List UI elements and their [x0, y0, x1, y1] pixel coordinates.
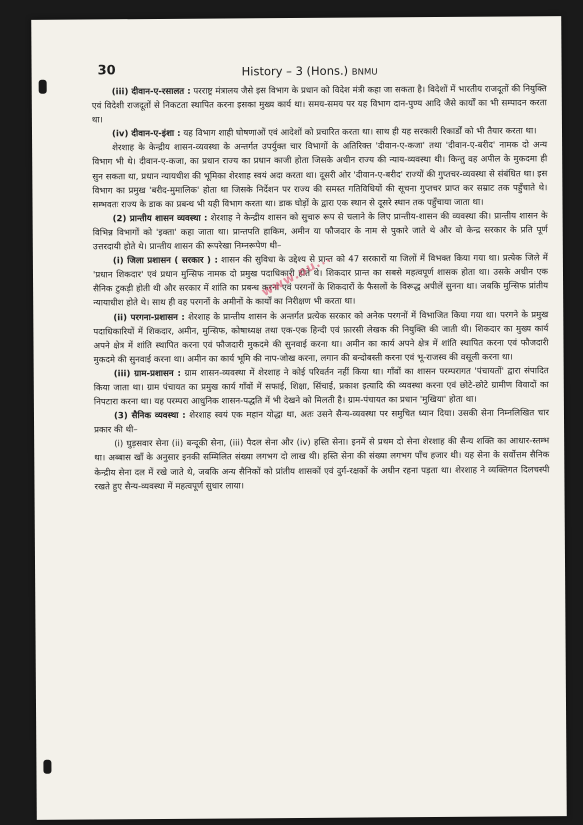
university-name: BNMU — [351, 67, 378, 78]
paragraph-heading: (ii) परगना-प्रशासन : — [113, 312, 185, 323]
paragraph-text: शेरशाह के प्रान्तीय शासन के अन्तर्गत प्रत्येक सरकार को अनेक परगनों में विभाजित किया गया था। परगने के प्रमुख पदाधिकारियों में शिकदार, अमीन, मुन्सिफ, कोषाध्यक्ष तथा एक-एक हिन्दी एवं फ़ारसी लेखक की नियुक्ति की जाती थी। शिकदार का मुख्य कार्य अपने क्षेत्र में शांति स्थापित करना एवं फौजदारी मुकदमे की सुनवाई करना था। अमीन का कार्य अपने क्षेत्र में शांति स्थापित करना एवं फौजदारी मुकदमे की सुनवाई करना था। अमीन का कार्य भूमि की नाप-जोख करना, लगान की बन्दोबस्ती करना एवं भू-राजस्व की वसूली करना था। — [93, 309, 549, 366]
binding-hole — [39, 80, 47, 94]
paragraph-heading: (i) जिला प्रशासन ( सरकार ) : — [112, 255, 218, 267]
watermark-stamp: www.ou... — [259, 250, 334, 299]
section-heading: (3) सैनिक व्यवस्था : — [113, 410, 186, 422]
paragraph — [93, 308, 548, 368]
section-heading: (2) प्रान्तीय शासन व्यवस्था : — [112, 213, 208, 225]
paragraph — [94, 435, 549, 495]
paragraph — [94, 364, 549, 409]
paragraph-heading: (iv) दीवान-ए-इंशा : — [111, 129, 181, 140]
book-title: History – 3 (Hons.) — [241, 63, 349, 79]
paragraph-text: शेरशाह ने केन्द्रीय शासन को सुचारु रूप से चलाने के लिए प्रान्तीय-शासन की व्यवस्था की। प्रान्तीय शासन के विभिन्न विभागों को 'इक्ता' कहा जाता था। प्रान्तपति हाकिम, अमीन या फौजदार के नाम से पुकारे जाते थे और वो केन्द्र सरकार के प्रति पूर्ण उत्तरदायी होते थे। प्रान्तीय शासन की रूपरेखा निम्नरूपेण थी– — [92, 211, 548, 253]
paragraph — [92, 139, 547, 213]
paragraph-text: ग्राम शासन-व्यवस्था में शेरशाह ने कोई परिवर्तन नहीं किया था। गाँवों का शासन परम्परागत 'पंचायतों' द्वारा संपादित किया जाता था। ग्राम पंचायत का प्रमुख कार्य गाँवों में सफाई, शिक्षा, सिंचाई, प्रकाश इत्यादि की व्यवस्था करना एवं छोटे-छोटे ग्रामीण विवादों का निपटारा करना था। यह परम्परा आधुनिक शासन-पद्धति में भी देखने को मिलती है। ग्राम-पंचायत का प्रधान 'मुखिया' होता था। — [93, 366, 549, 408]
paragraph — [92, 82, 547, 127]
paragraph-text: शेरशाह स्वयं एक महान योद्धा था, अतः उसने सैन्य-व्यवस्था पर समुचित ध्यान दिया। उसकी सेना निम्नलिखित चार प्रकार की थी– — [94, 408, 549, 436]
paragraph-text: शासन की सुविधा के उद्देश्य से प्रान्त को 47 सरकारों या जिलों में विभक्त किया गया था। प्रत्येक जिले में 'प्रधान शिकदार' एवं प्रधान मुन्सिफ नामक दो प्रमुख पदाधिकारी होते थे। शिकदार प्रान्त का सबसे महत्वपूर्ण शासक होता था। उसके अधीन एक सैनिक टुकड़ी होती थी और सरकार में शांति का प्रबन्ध करना एवं परगनों के शिकदारों के फैसलों के विरूद्ध अपीलें सुनना था। जबकि मुन्सिफ प्रांतीय न्यायाधीश होते थे। साथ ही वह परगनों के अमीनों के कार्यों का निरीक्षण भी करता था। — [92, 253, 549, 309]
binding-hole — [43, 760, 51, 774]
paragraph — [94, 406, 549, 437]
paragraph-text: (i) घुड़सवार सेना (ii) बन्दूकी सेना, (iii) पैदल सेना और (iv) हस्ति सेना। इनमें से प्रथम दो सेना शेरशाह की सैन्य शक्ति का आधार-स्तम्भ था। अब्बास खाँ के अनुसार इनकी सम्मिलित संख्या लगभग दो लाख थी। हस्ति सेना की संख्या लगभग पाँच हजार थी। यह सेना के सर्वोत्तम सैनिक केन्द्रीय सेना दल में रखे जाते थे, जबकि अन्य सैनिकों को प्रांतीय शासकों एवं दुर्ग-रक्षकों के अधीन रहना पड़ता था। शेरशाह ने व्यक्तिगत दिलचस्पी रखते हुए सैन्य-व्यवस्था में महत्वपूर्ण सुधार लाया। — [94, 436, 550, 493]
page-header — [92, 60, 532, 81]
page-number: 30 — [97, 63, 116, 79]
paragraph-text: यह विभाग शाही घोषणाओं एवं आदेशों को प्रचारित करता था। साथ ही यह सरकारी रिकार्डों को भी तैयार करता था। — [183, 126, 537, 140]
running-head — [242, 63, 378, 78]
paragraph-text: शेरशाह के केन्द्रीय शासन-व्यवस्था के अन्तर्गत उपर्युक्त चार विभागों के अतिरिक्त 'दीवान-ए-कजा' तथा 'दीवान-ए-बरीद' नामक दो अन्य विभाग भी थे। दीवान-ए-कजा, का प्रधान राज्य का प्रधान काजी होता जिसके अधीन राज्य की न्याय-व्यवस्था थी। किन्तु वह अपील के मुकदमा ही सुन सकता था, प्रधान न्यायधीश की भूमिका शेरशाह स्वयं अदा करता था। दूसरी ओर 'दीवान-ए-बरीद' राज्यों की गुप्तचर-व्यवस्था से संबंधित था। इस विभाग का प्रमुख 'बरीद-मुमालिक' होता था जिसके निर्देशन पर राज्य की समस्त गतिविधियों की सूचना गुप्तचर प्राप्त कर सम्राट तक पहुँचाते थे। सम्भवतः राज्य के डाक का प्रबन्ध भी यही विभाग करता था। डाक घोड़ों के द्वारा एक स्थान से दूसरे स्थान तक पहुँचाया जाता था। — [92, 140, 548, 211]
paragraph-heading: (iii) ग्राम-प्रशासन : — [113, 368, 181, 380]
paragraph-text: परराष्ट्र मंत्रालय जैसे इस विभाग के प्रधान को विदेश मंत्री कहा जा सकता है। विदेशों में भारतीय राजदूतों की नियुक्ति एवं विदेशी राजदूतों से निकटता स्थापित करना इसका मुख्य कार्य था। समय-समय पर यह विभाग दान-पुण्य आदि जैसे कार्यों का भी सम्पादन करता था। — [91, 84, 547, 126]
paragraph — [93, 209, 548, 254]
page-sheet — [31, 16, 567, 820]
paragraph-heading: (iii) दीवान-ए-रसालत : — [111, 86, 191, 98]
